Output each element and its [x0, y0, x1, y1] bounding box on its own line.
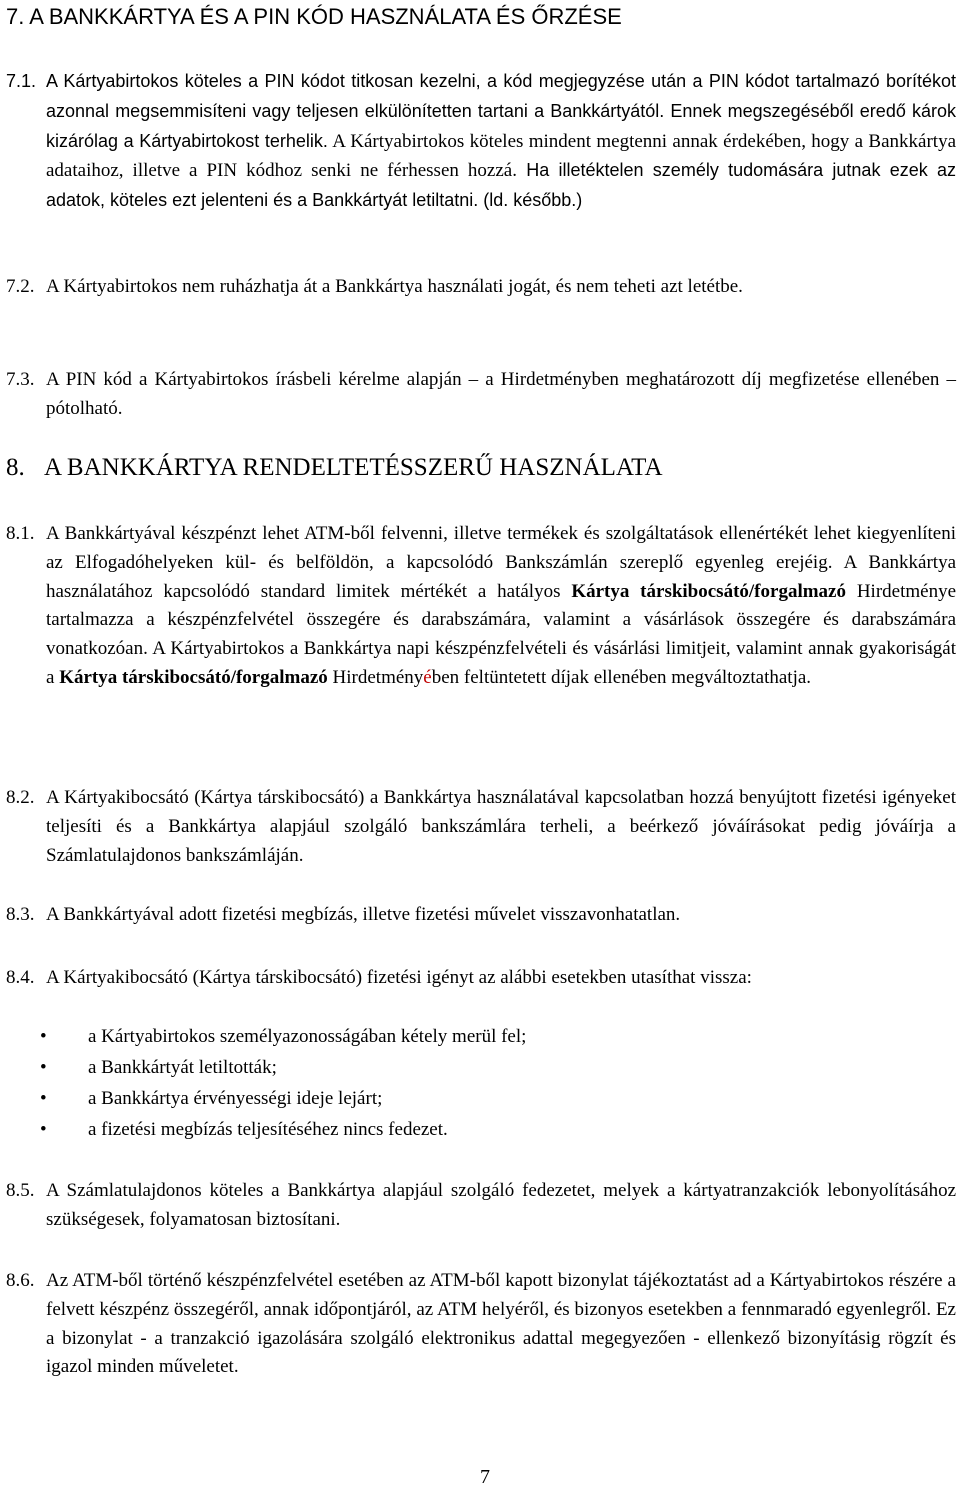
paragraph-8-1-number: 8.1. — [6, 523, 35, 544]
section-7-heading: 7. A BANKKÁRTYA ÉS A PIN KÓD HASZNÁLATA ÉS ŐRZÉSE — [6, 4, 622, 29]
bullet-icon: • — [40, 1026, 47, 1047]
paragraph-8-5 — [6, 1177, 956, 1235]
paragraph-8-2-text: A Kártyakibocsátó (Kártya társkibocsátó) a Bankkártya használatával kapcsolatban hozzá benyújtott fizetési igényeket teljesíti és a Bankkártya alapjául szolgáló bankszámlára terheli, a beérkező jóváírásokat pedig jóváírja a Számlatulajdonos bankszámláján. — [46, 787, 956, 866]
paragraph-8-1-bold-b: Kártya társkibocsátó/forgalmazó — [59, 666, 328, 688]
section-8-title: A BANKKÁRTYA RENDELTETÉSSZERŰ HASZNÁLATA — [44, 454, 663, 481]
list-item — [40, 1114, 526, 1145]
list-item — [40, 1052, 526, 1083]
paragraph-7-3-text: A PIN kód a Kártyabirtokos írásbeli kérelme alapján – a Hirdetményben meghatározott díj megfizetése ellenében – pótolható. — [46, 369, 956, 419]
paragraph-7-1-text-c: Ha illetéktelen személy tudomására jutnak ezek az adatok, köteles ezt jelenteni és a Bankkártyát letiltatni. (ld. később.) — [46, 160, 956, 211]
list-item — [40, 1021, 526, 1052]
paragraph-8-2-number: 8.2. — [6, 787, 35, 808]
list-item-text: a Bankkártyát letiltották; — [88, 1057, 277, 1078]
paragraph-8-3 — [6, 901, 956, 930]
paragraph-8-1-text-c: Hirdetmény — [327, 666, 424, 688]
paragraph-7-3 — [6, 366, 956, 424]
paragraph-8-1 — [6, 520, 956, 693]
paragraph-8-6-number: 8.6. — [6, 1270, 35, 1291]
section-8-heading — [6, 454, 663, 482]
paragraph-8-6 — [6, 1267, 956, 1382]
list-item-text: a Kártyabirtokos személyazonosságában kétely merül fel; — [88, 1026, 527, 1047]
paragraph-7-3-number: 7.3. — [6, 369, 35, 390]
section-8-number: 8. — [6, 454, 25, 481]
paragraph-8-1-text-d: ben feltüntetett díjak ellenében megváltoztathatja. — [431, 666, 812, 688]
paragraph-8-4-text: A Kártyakibocsátó (Kártya társkibocsátó) fizetési igényt az alábbi esetekben utasíthat vissza: — [46, 967, 752, 988]
list-item-text: a Bankkártya érvényességi ideje lejárt; — [88, 1088, 383, 1109]
paragraph-7-2-number: 7.2. — [6, 276, 35, 297]
bullet-icon: • — [40, 1057, 47, 1078]
paragraph-8-4 — [6, 964, 956, 993]
list-item — [40, 1083, 526, 1114]
paragraph-7-1 — [6, 67, 956, 216]
paragraph-8-5-number: 8.5. — [6, 1180, 35, 1201]
bullet-icon: • — [40, 1119, 47, 1140]
paragraph-7-1-text-b: A Kártyabirtokos köteles mindent megtenni annak érdekében, hogy a Bankkártya adataihoz, illetve a PIN kódhoz senki ne férhessen hozzá. — [46, 130, 957, 182]
list-item-text: a fizetési megbízás teljesítéséhez nincs fedezet. — [88, 1119, 448, 1140]
paragraph-8-1-text-a: A Bankkártyával készpénzt lehet ATM-ből felvenni, illetve termékek és szolgáltatások ellenértékét lehet kiegyenlíteni az Elfogadóhelyeken kül- és belföldön, a kapcsolódó Bankszámlán szereplő egyenleg erejéig. A Bankkártya használatához kapcsolódó standard limitek mértékét a hatályos — [46, 523, 956, 602]
paragraph-8-1-bold-a: Kártya társkibocsátó/forgalmazó — [571, 580, 846, 602]
paragraph-8-1-red-letter: é — [423, 666, 432, 688]
paragraph-7-1-number: 7.1. — [6, 71, 37, 91]
page-number: 7 — [480, 1466, 490, 1488]
paragraph-8-5-text: A Számlatulajdonos köteles a Bankkártya alapjául szolgáló fedezetet, melyek a kártyatranzakciók lebonyolításához szükségesek, folyamatosan biztosítani. — [46, 1180, 956, 1230]
paragraph-8-3-text: A Bankkártyával adott fizetési megbízás, illetve fizetési művelet visszavonhatatlan. — [46, 904, 681, 925]
paragraph-8-2 — [6, 784, 956, 870]
paragraph-7-2-text: A Kártyabirtokos nem ruházhatja át a Bankkártya használati jogát, és nem teheti azt letétbe. — [46, 276, 743, 297]
paragraph-8-3-number: 8.3. — [6, 904, 35, 925]
paragraph-7-1-text-a: A Kártyabirtokos köteles a PIN kódot titkosan kezelni, a kód megjegyzése után a PIN kódot tartalmazó borítékot azonnal megsemmisíteni vagy teljesen elkülönítetten tartani a Bankkártyától. Ennek megszegéséből eredő károk kizárólag a Kártyabirtokost terhelik. — [46, 71, 956, 151]
paragraph-8-1-text-b: Hirdetménye tartalmazza a készpénzfelvétel összegére és darabszámára, valamint a vásárlások összegére és darabszámára vonatkozóan. A Kártyabirtokos a Bankkártya napi készpénzfelvételi és vásárlási limitjeit, valamint annak gyakoriságát a — [46, 580, 956, 688]
paragraph-8-6-text: Az ATM-ből történő készpénzfelvétel esetében az ATM-ből kapott bizonylat tájékoztatást ad a Kártyabirtokos részére a felvett készpénz összegéről, annak időpontjáról, az ATM helyéről, és bizonyos esetekben a fennmaradó egyenlegről. Ez a bizonylat - a tranzakció igazolására szolgáló elektronikus adattal megegyezően - ellenkező bizonyításig rögzít és igazol minden műveletet. — [46, 1270, 956, 1378]
paragraph-7-2 — [6, 273, 956, 302]
bullet-icon: • — [40, 1088, 47, 1109]
refusal-reasons-list — [40, 1021, 526, 1145]
paragraph-8-4-number: 8.4. — [6, 967, 35, 988]
